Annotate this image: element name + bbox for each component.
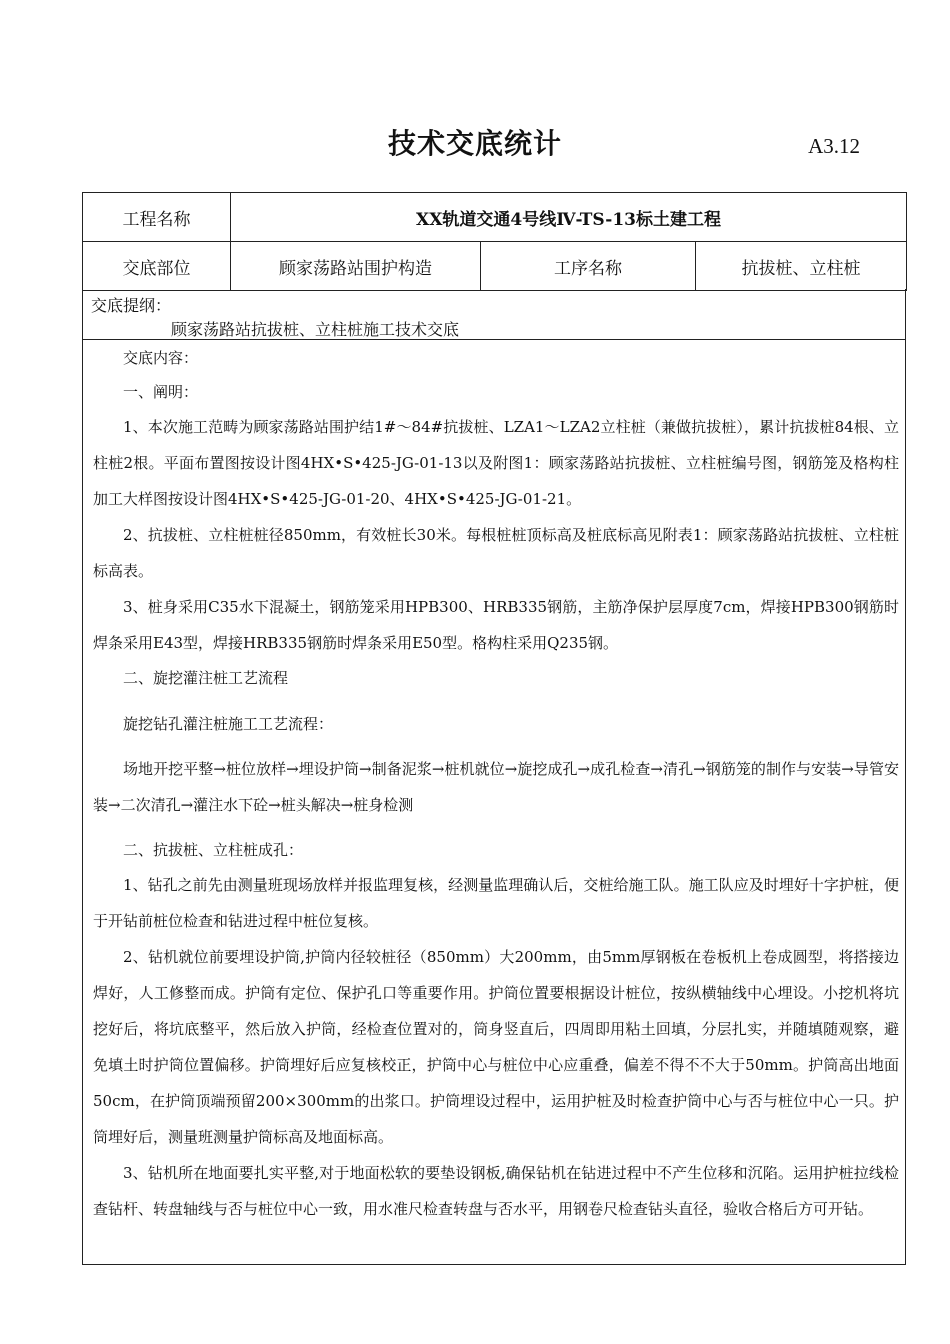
section-heading: 一、阐明：	[123, 383, 199, 401]
project-row	[83, 193, 907, 242]
content-box	[82, 289, 906, 1265]
paragraph: 1、本次施工范畴为顾家荡路站围护结1#～84#抗拔桩、LZA1～LZA2立柱桩（兼做抗拔桩），累计抗拔桩84根、立柱桩2根。平面布置图按设计图4HX•S•425-JG-01-13以及附图1：顾家荡路站抗拔桩、立柱桩编号图，钢筋笼及格构柱加工大样图按设计图4HX•S•425-JG-01-20、4HX•S•425-JG-01-21。	[93, 418, 899, 508]
process-label: 工序名称	[481, 242, 696, 291]
summary-section	[83, 289, 905, 340]
form-code: A3.12	[808, 134, 860, 158]
content-body	[93, 341, 899, 1227]
header-table	[82, 192, 907, 291]
process-value: 抗拔桩、立柱桩	[696, 242, 907, 291]
paragraph: 1、钻孔之前先由测量班现场放样并报监理复核，经测量监理确认后，交桩给施工队。施工队应及时埋好十字护桩，便于开钻前桩位检查和钻进过程中桩位复核。	[93, 876, 899, 930]
part-value: 顾家荡路站围护构造	[231, 242, 481, 291]
paragraph: 2、钻机就位前要埋设护筒,护筒内径较桩径（850mm）大200mm，由5mm厚钢板在卷板机上卷成圆型，将搭接边焊好，人工修整而成。护筒有定位、保护孔口等重要作用。护筒位置要根据设计桩位，按纵横轴线中心埋设。小挖机将坑挖好后，将坑底整平，然后放入护筒，经检查位置对的，筒身竖直后，四周即用粘土回填，分层扎实，并随填随观察，避免填土时护筒位置偏移。护筒埋好后应复核校正，护筒中心与桩位中心应重叠，偏差不得不不大于50mm。护筒高出地面50cm，在护筒顶端预留200×300mm的出浆口。护筒埋设过程中，运用护桩及时检查护筒中心与否与桩位中心一只。护筒埋好后，测量班测量护筒标高及地面标高。	[93, 948, 899, 1146]
paragraph: 2、抗拔桩、立柱桩桩径850mm，有效桩长30米。每根桩桩顶标高及桩底标高见附表1：顾家荡路站抗拔桩、立柱桩标高表。	[93, 526, 899, 580]
summary-label: 交底提纲：	[91, 296, 172, 315]
project-label: 工程名称	[83, 193, 231, 242]
process-flow: 场地开挖平整→桩位放样→埋设护筒→制备泥浆→桩机就位→旋挖成孔→成孔检查→清孔→钢筋笼的制作与安装→导管安装→二次清孔→灌注水下砼→桩头解决→桩身检测	[93, 760, 899, 814]
summary-text: 顾家荡路站抗拔桩、立柱桩施工技术交底	[171, 320, 460, 339]
paragraph: 旋挖钻孔灌注桩施工工艺流程：	[123, 715, 334, 733]
project-value: XX轨道交通4号线Ⅳ-TS-13标土建工程	[231, 193, 907, 242]
section-heading: 二、旋挖灌注桩工艺流程	[123, 669, 289, 687]
content-label: 交底内容：	[123, 349, 199, 367]
section-heading: 二、抗拔桩、立柱桩成孔：	[123, 841, 304, 859]
part-row	[83, 242, 907, 291]
paragraph: 3、钻机所在地面要扎实平整,对于地面松软的要垫设钢板,确保钻机在钻进过程中不产生位移和沉陷。运用护桩拉线检查钻杆、转盘轴线与否与桩位中心一致，用水准尺检查转盘与否水平，用钢卷尺检查钻头直径，验收合格后方可开钻。	[93, 1164, 899, 1218]
page-title: 技术交底统计	[387, 127, 562, 160]
part-label: 交底部位	[83, 242, 231, 291]
paragraph: 3、桩身采用C35水下混凝土，钢筋笼采用HPB300、HRB335钢筋，主筋净保护层厚度7cm，焊接HPB300钢筋时焊条采用E43型，焊接HRB335钢筋时焊条采用E50型。格构柱采用Q235钢。	[93, 598, 899, 652]
